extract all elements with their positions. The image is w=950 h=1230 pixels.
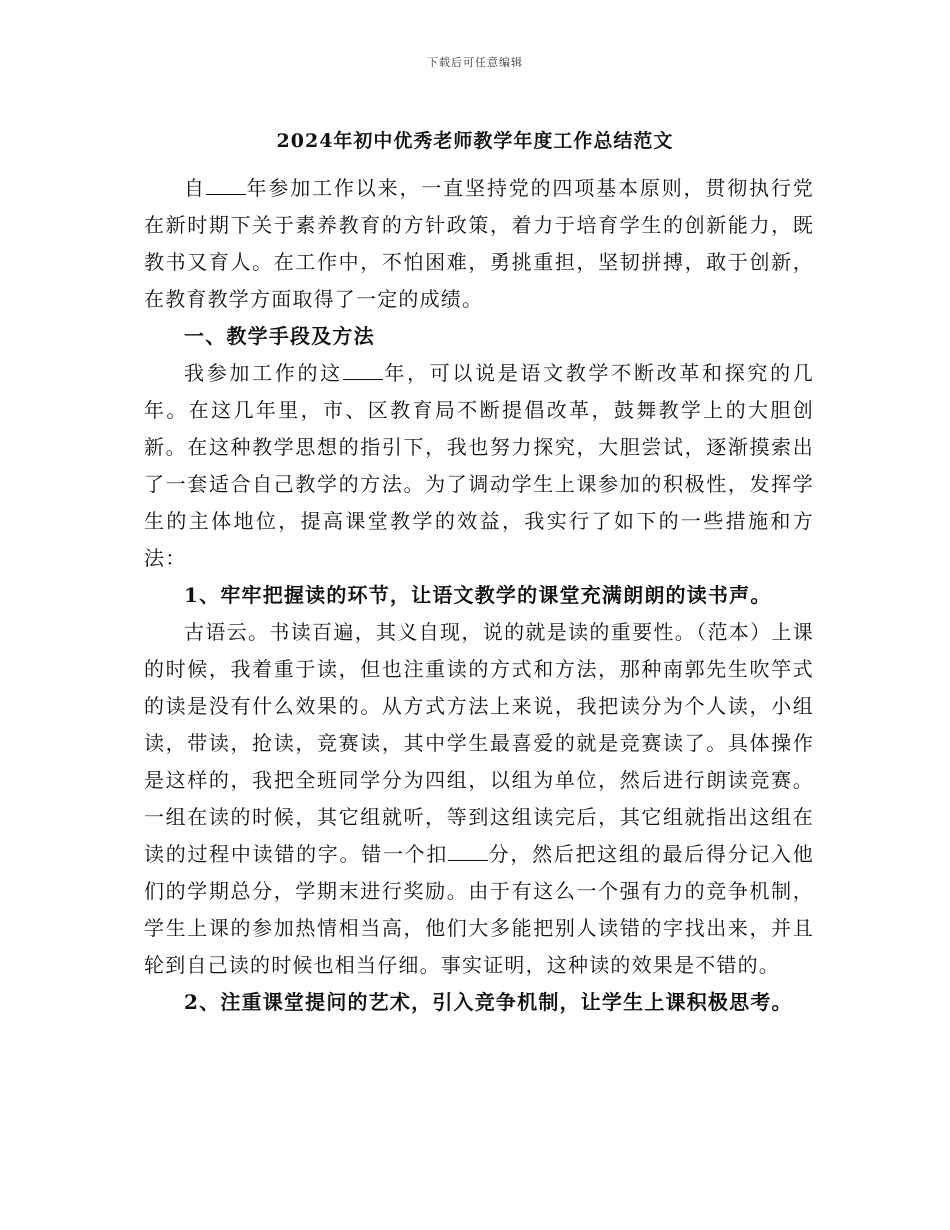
subsection-heading-1: 1、牢牢把握读的环节，让语文教学的课堂充满朗朗的读书声。 xyxy=(184,583,772,607)
methods-text-rest: 年，可以说是语文教学不断改革和探究的几年。在这几年里，市、区教育局不断提倡改革，鼓舞教学上的大胆创新。在这种教学思想的指引下，我也努力探究，大胆尝试，逐渐摸索出了一套适合自己教学的方法。为了调动学生上课参加的积极性，发挥学生的主体地位，提高课堂教学的效益，我实行了如下的一些措施和方法： xyxy=(144,361,814,570)
fill-in-blank xyxy=(343,361,383,380)
intro-text-start: 自 xyxy=(184,176,206,200)
reading-paragraph xyxy=(144,614,814,984)
reading-text-start: 古语云。书读百遍，其义自现，说的就是读的重要性。（范本）上课的时候，我着重于读，但也注重读的方式和方法，那种南郭先生吹竽式的读是没有什么效果的。从方式方法上来说，我把读分为个人读，小组读，带读，抢读，竞赛读，其中学生最喜爱的就是竞赛读了。具体操作是这样的，我把全班同学分为四组，以组为单位，然后进行朗读竞赛。一组在读的时候，其它组就听，等到这组读完后，其它组就指出这组在读的过程中读错的字。错一个扣 xyxy=(144,620,814,866)
document-title: 2024年初中优秀老师教学年度工作总结范文 xyxy=(276,130,674,152)
methods-paragraph xyxy=(144,355,814,577)
document-body xyxy=(144,170,814,1021)
section-heading-1: 一、教学手段及方法 xyxy=(184,324,375,348)
fill-in-blank xyxy=(206,176,246,195)
reading-text-rest: 分，然后把这组的最后得分记入他们的学期总分，学期末进行奖励。由于有这么一个强有力的竞争机制，学生上课的参加热情相当高，他们大多能把别人读错的字找出来，并且轮到自己读的时候也相当仔细。事实证明，这种读的效果是不错的。 xyxy=(144,842,814,977)
page-header-note: 下载后可任意编辑 xyxy=(427,56,523,69)
intro-text-rest: 年参加工作以来，一直坚持党的四项基本原则，贯彻执行党在新时期下关于素养教育的方针政策，着力于培育学生的创新能力，既教书又育人。在工作中，不怕困难，勇挑重担，坚韧拼搏，敢于创新，在教育教学方面取得了一定的成绩。 xyxy=(144,176,815,311)
intro-paragraph xyxy=(144,170,814,318)
subsection-heading-2: 2、注重课堂提问的艺术，引入竞争机制，让学生上课积极思考。 xyxy=(184,990,793,1014)
fill-in-blank xyxy=(448,842,488,861)
methods-text-start: 我参加工作的这 xyxy=(184,361,343,385)
